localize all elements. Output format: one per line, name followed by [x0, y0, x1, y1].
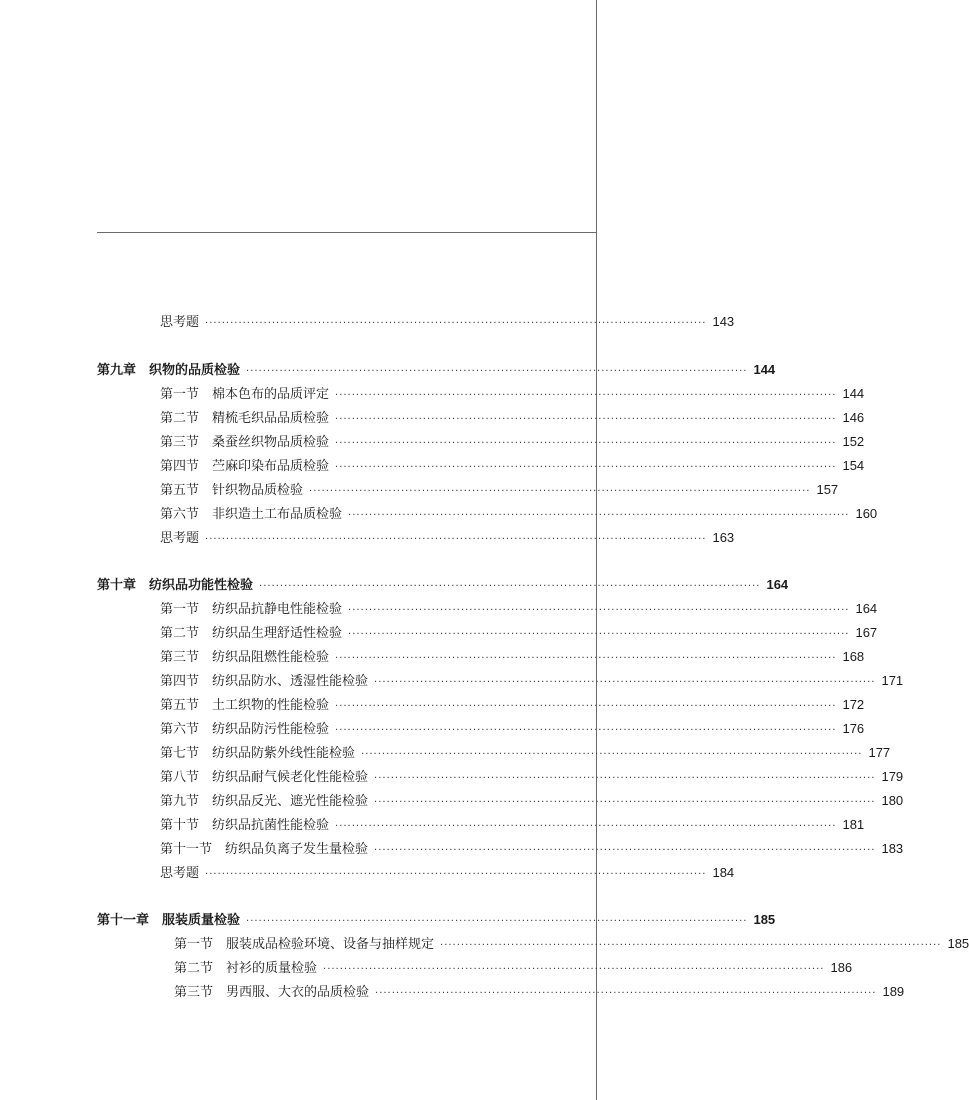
- toc-label: 第三节 男西服、大衣的品质检验: [174, 985, 370, 1000]
- toc-page-number: 157: [816, 482, 839, 497]
- toc-label: 第一节 纺织品抗静电性能检验: [160, 602, 343, 617]
- toc-label: 第四节 纺织品防水、透湿性能检验: [160, 674, 369, 689]
- leader-dots: ························································································································: [361, 749, 863, 760]
- toc-label: 第二节 衬衫的质量检验: [174, 961, 318, 976]
- toc-page-number: 144: [842, 386, 865, 401]
- toc-chapter: [97, 360, 776, 380]
- toc-label: 第一节 服装成品检验环境、设备与抽样规定: [174, 937, 435, 952]
- toc-label: 第五节 土工织物的性能检验: [160, 698, 330, 713]
- leader-dots: ························································································································: [374, 773, 876, 784]
- leader-dots: ························································································································: [440, 940, 942, 951]
- leader-dots: ························································································································: [374, 797, 876, 808]
- toc-label: 第六节 非织造土工布品质检验: [160, 507, 343, 522]
- toc-entry: [160, 528, 735, 548]
- toc-label: 第二节 精梳毛织品品质检验: [160, 411, 330, 426]
- toc-label: 第一节 棉本色布的品质评定: [160, 387, 330, 402]
- toc-entry: [174, 958, 853, 978]
- toc-entry: [160, 480, 839, 500]
- toc-label: 第六节 纺织品防污性能检验: [160, 722, 330, 737]
- leader-dots: ························································································································: [259, 581, 761, 592]
- leader-dots: ························································································································: [205, 318, 707, 329]
- toc-entry: [160, 815, 865, 835]
- toc-entry: [160, 743, 891, 763]
- toc-entry: [160, 671, 904, 691]
- toc-page-number: 183: [881, 841, 904, 856]
- toc-page-number: 176: [842, 721, 865, 736]
- toc-entry: [160, 599, 878, 619]
- toc-entry: [160, 647, 865, 667]
- toc-entry: [160, 384, 865, 404]
- toc-label: 第十一节 纺织品负离子发生量检验: [160, 842, 369, 857]
- toc-page-number: 181: [842, 817, 865, 832]
- leader-dots: ························································································································: [335, 725, 837, 736]
- toc-chapter: [97, 910, 776, 930]
- toc-page-number: 186: [830, 960, 853, 975]
- toc-entry: [160, 839, 904, 859]
- toc-entry: [174, 982, 905, 1002]
- toc-label: 第七节 纺织品防紫外线性能检验: [160, 746, 356, 761]
- toc-page-number: 189: [882, 984, 905, 999]
- toc-entry: [160, 695, 865, 715]
- leader-dots: ························································································································: [309, 486, 811, 497]
- toc-entry: [160, 623, 878, 643]
- toc-page-number: 179: [881, 769, 904, 784]
- toc-entry: [160, 791, 904, 811]
- toc-label: 第九章 织物的品质检验: [97, 363, 241, 378]
- toc-page-number: 177: [868, 745, 891, 760]
- toc-label: 第九节 纺织品反光、遮光性能检验: [160, 794, 369, 809]
- leader-dots: ························································································································: [246, 916, 748, 927]
- toc-label: 第八节 纺织品耐气候老化性能检验: [160, 770, 369, 785]
- leader-dots: ························································································································: [348, 605, 850, 616]
- toc-page-number: 184: [712, 865, 735, 880]
- toc-page-number: 172: [842, 697, 865, 712]
- toc-label: 第二节 纺织品生理舒适性检验: [160, 626, 343, 641]
- toc-label: 第十节 纺织品抗菌性能检验: [160, 818, 330, 833]
- toc-chapter: [97, 575, 789, 595]
- toc-page-number: 171: [881, 673, 904, 688]
- toc-entry: [160, 767, 904, 787]
- toc-label: 第三节 纺织品阻燃性能检验: [160, 650, 330, 665]
- toc-page-number: 163: [712, 530, 735, 545]
- leader-dots: ························································································································: [374, 677, 876, 688]
- toc-page-number: 185: [753, 912, 776, 927]
- toc-page-number: 146: [842, 410, 865, 425]
- leader-dots: ························································································································: [335, 414, 837, 425]
- leader-dots: ························································································································: [335, 653, 837, 664]
- leader-dots: ························································································································: [335, 462, 837, 473]
- toc-page-number: 144: [753, 362, 776, 377]
- toc-page-number: 164: [766, 577, 789, 592]
- toc-page-number: 143: [712, 314, 735, 329]
- leader-dots: ························································································································: [335, 438, 837, 449]
- toc-label: 第十章 纺织品功能性检验: [97, 578, 254, 593]
- leader-dots: ························································································································: [335, 701, 837, 712]
- toc-label: 第十一章 服装质量检验: [97, 913, 241, 928]
- toc-entry: [160, 408, 865, 428]
- leader-dots: ························································································································: [205, 534, 707, 545]
- toc-entry: [160, 456, 865, 476]
- leader-dots: ························································································································: [205, 869, 707, 880]
- leader-dots: ························································································································: [374, 845, 876, 856]
- toc-entry: [160, 719, 865, 739]
- toc-page-number: 160: [855, 506, 878, 521]
- toc-page-number: 167: [855, 625, 878, 640]
- toc-page-number: 185: [947, 936, 969, 951]
- toc-entry: [174, 934, 969, 954]
- leader-dots: ························································································································: [348, 510, 850, 521]
- toc-label: 第四节 苎麻印染布品质检验: [160, 459, 330, 474]
- toc-entry: [160, 504, 878, 524]
- toc-page-number: 154: [842, 458, 865, 473]
- toc-page-number: 180: [881, 793, 904, 808]
- leader-dots: ························································································································: [246, 366, 748, 377]
- leader-dots: ························································································································: [335, 390, 837, 401]
- toc-entry: [160, 863, 735, 883]
- leader-dots: ························································································································: [348, 629, 850, 640]
- toc-page-number: 152: [842, 434, 865, 449]
- toc-label: 第三节 桑蚕丝织物品质检验: [160, 435, 330, 450]
- toc-label: 思考题: [160, 531, 200, 546]
- toc-label: 第五节 针织物品质检验: [160, 483, 304, 498]
- toc-page-number: 168: [842, 649, 865, 664]
- leader-dots: ························································································································: [375, 988, 877, 999]
- toc-entry: [160, 432, 865, 452]
- toc-label: 思考题: [160, 315, 200, 330]
- toc-entry: [160, 312, 735, 332]
- leader-dots: ························································································································: [335, 821, 837, 832]
- leader-dots: ························································································································: [323, 964, 825, 975]
- toc-page-number: 164: [855, 601, 878, 616]
- toc-label: 思考题: [160, 866, 200, 881]
